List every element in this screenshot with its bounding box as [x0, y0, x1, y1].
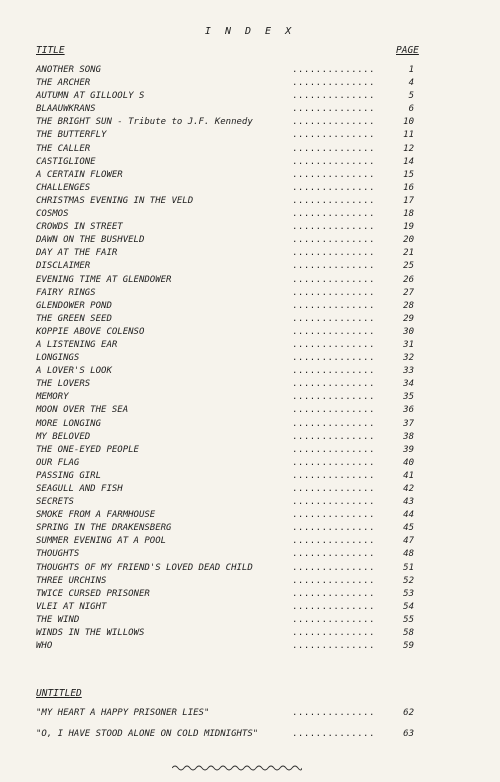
index-entry	[0, 444, 500, 457]
index-entry	[0, 601, 500, 614]
entry-page-number: 12	[403, 143, 414, 154]
entry-page-number: 11	[403, 130, 414, 141]
entry-page-number: 15	[403, 169, 414, 180]
dot-leader: ..............	[292, 78, 375, 89]
index-entry	[0, 391, 500, 404]
entry-page-number: 5	[408, 91, 414, 102]
entry-title: WINDS IN THE WILLOWS	[36, 628, 145, 639]
index-entry	[0, 287, 500, 300]
dot-leader: ..............	[292, 209, 375, 220]
entry-title: CROWDS IN STREET	[36, 222, 123, 233]
index-entry	[0, 703, 500, 724]
entry-page-number: 35	[403, 392, 414, 403]
dot-leader: ..............	[292, 729, 375, 739]
index-entry	[0, 116, 500, 129]
entry-title: THE WIND	[36, 614, 80, 625]
index-entry	[0, 143, 500, 156]
index-entry	[0, 640, 500, 653]
index-entry	[0, 378, 500, 391]
entry-title: SEAGULL AND FISH	[36, 484, 123, 494]
index-entry	[0, 627, 500, 640]
entry-title: THE ARCHER	[36, 78, 91, 89]
dot-leader: ..............	[292, 588, 375, 599]
entry-page-number: 19	[403, 222, 414, 233]
dot-leader: ..............	[292, 182, 375, 193]
entry-page-number: 30	[403, 326, 414, 337]
entry-page-number: 59	[403, 641, 414, 652]
index-entry	[0, 300, 500, 313]
title-column-header: TITLE	[36, 45, 65, 56]
dot-leader: ..............	[292, 274, 375, 285]
entry-page-number: 44	[403, 510, 414, 521]
dot-leader: ..............	[292, 261, 375, 272]
dot-leader: ..............	[292, 156, 375, 167]
dot-leader: ..............	[292, 65, 375, 75]
entry-title: THOUGHTS	[36, 549, 80, 560]
entry-title: PASSING GIRL	[36, 470, 102, 481]
entry-page-number: 55	[403, 614, 414, 625]
entry-title: KOPPIE ABOVE COLENSO	[36, 326, 145, 337]
dot-leader: ..............	[292, 169, 375, 180]
dot-leader: ..............	[292, 497, 375, 508]
dot-leader: ..............	[292, 418, 375, 429]
dot-leader: ..............	[292, 708, 375, 718]
entry-page-number: 42	[403, 484, 414, 494]
index-entry	[0, 588, 500, 601]
index-entry	[0, 404, 500, 417]
entry-title: VLEI AT NIGHT	[36, 601, 107, 612]
index-entry	[0, 483, 500, 496]
index-entry	[0, 169, 500, 182]
index-entry	[0, 470, 500, 483]
entry-page-number: 27	[403, 287, 414, 298]
entry-title: LONGINGS	[36, 353, 80, 364]
entry-page-number: 6	[408, 104, 414, 115]
entry-page-number: 58	[403, 628, 414, 639]
entry-title: A LOVER'S LOOK	[36, 366, 112, 377]
entry-title: THE ONE-EYED PEOPLE	[36, 444, 139, 455]
index-entry	[0, 509, 500, 522]
entry-title: MY BELOVED	[36, 431, 91, 442]
entry-title: THOUGHTS OF MY FRIEND'S LOVED DEAD CHILD	[36, 562, 253, 573]
page-title: I N D E X	[204, 26, 296, 37]
entry-title: SPRING IN THE DRAKENSBERG	[36, 523, 172, 534]
entry-page-number: 32	[403, 353, 414, 364]
entry-page-number: 47	[403, 536, 414, 547]
entry-title: MEMORY	[36, 392, 69, 403]
entry-title: CHRISTMAS EVENING IN THE VELD	[36, 195, 194, 206]
index-entry	[0, 522, 500, 535]
entry-page-number: 53	[403, 588, 414, 599]
entry-title: CHALLENGES	[36, 182, 91, 193]
dot-leader: ..............	[292, 379, 375, 390]
entry-page-number: 29	[403, 313, 414, 324]
dot-leader: ..............	[292, 130, 375, 141]
dot-leader: ..............	[292, 562, 375, 573]
dot-leader: ..............	[292, 614, 375, 625]
entry-page-number: 25	[403, 261, 414, 272]
index-entry	[0, 274, 500, 287]
dot-leader: ..............	[292, 392, 375, 403]
entry-title: THE LOVERS	[36, 379, 91, 390]
entry-title: "MY HEART A HAPPY PRISONER LIES"	[36, 708, 210, 718]
index-entry	[0, 535, 500, 548]
dot-leader: ..............	[292, 641, 375, 652]
index-entry	[0, 339, 500, 352]
entry-page-number: 20	[403, 235, 414, 246]
entry-title: DAY AT THE FAIR	[36, 248, 118, 259]
index-entry	[0, 365, 500, 378]
entry-page-number: 1	[408, 65, 414, 75]
entry-title: MORE LONGING	[36, 418, 102, 429]
entry-page-number: 63	[403, 729, 414, 739]
dot-leader: ..............	[292, 405, 375, 416]
page-column-header: PAGE	[396, 45, 419, 56]
entry-title: THREE URCHINS	[36, 575, 107, 586]
index-entry	[0, 247, 500, 260]
index-entry	[0, 129, 500, 142]
index-entry	[0, 724, 500, 745]
dot-leader: ..............	[292, 143, 375, 154]
entry-page-number: 43	[403, 497, 414, 508]
dot-leader: ..............	[292, 510, 375, 521]
dot-leader: ..............	[292, 195, 375, 206]
entry-page-number: 37	[403, 418, 414, 429]
entry-title: THE BUTTERFLY	[36, 130, 107, 141]
entry-page-number: 51	[403, 562, 414, 573]
entry-page-number: 36	[403, 405, 414, 416]
entry-page-number: 41	[403, 470, 414, 481]
index-entry	[0, 431, 500, 444]
entry-title: FAIRY RINGS	[36, 287, 96, 298]
entry-title: THE GREEN SEED	[36, 313, 112, 324]
dot-leader: ..............	[292, 287, 375, 298]
entry-title: DISCLAIMER	[36, 261, 91, 272]
entry-page-number: 38	[403, 431, 414, 442]
entry-page-number: 40	[403, 457, 414, 468]
dot-leader: ..............	[292, 431, 375, 442]
entry-page-number: 45	[403, 523, 414, 534]
entry-page-number: 28	[403, 300, 414, 311]
index-entry	[0, 548, 500, 561]
dot-leader: ..............	[292, 326, 375, 337]
dot-leader: ..............	[292, 457, 375, 468]
index-entry	[0, 234, 500, 247]
index-entry	[0, 64, 500, 77]
entry-page-number: 34	[403, 379, 414, 390]
entry-page-number: 48	[403, 549, 414, 560]
index-entry	[0, 195, 500, 208]
entry-title: SECRETS	[36, 497, 74, 508]
entry-page-number: 39	[403, 444, 414, 455]
dot-leader: ..............	[292, 601, 375, 612]
index-entry	[0, 260, 500, 273]
entry-title: ANOTHER SONG	[36, 65, 102, 75]
index-entry	[0, 208, 500, 221]
entry-page-number: 14	[403, 156, 414, 167]
entry-page-number: 33	[403, 366, 414, 377]
index-entry	[0, 496, 500, 509]
index-entry	[0, 575, 500, 588]
entry-title: THE BRIGHT SUN - Tribute to J.F. Kennedy	[36, 117, 253, 128]
dot-leader: ..............	[292, 117, 375, 128]
index-entry	[0, 103, 500, 116]
index-entry	[0, 156, 500, 169]
dot-leader: ..............	[292, 444, 375, 455]
index-entry	[0, 352, 500, 365]
entry-page-number: 52	[403, 575, 414, 586]
entry-title: "O, I HAVE STOOD ALONE ON COLD MIDNIGHTS"	[36, 729, 259, 739]
entry-title: TWICE CURSED PRISONER	[36, 588, 150, 599]
entry-page-number: 4	[408, 78, 414, 89]
dot-leader: ..............	[292, 628, 375, 639]
dot-leader: ..............	[292, 300, 375, 311]
entry-title: WHO	[36, 641, 53, 652]
dot-leader: ..............	[292, 549, 375, 560]
entry-title: SUMMER EVENING AT A POOL	[36, 536, 167, 547]
decorative-flourish-icon	[172, 764, 302, 772]
index-entry	[0, 77, 500, 90]
entry-page-number: 21	[403, 248, 414, 259]
entry-page-number: 62	[403, 708, 414, 718]
entry-title: CASTIGLIONE	[36, 156, 96, 167]
dot-leader: ..............	[292, 366, 375, 377]
entry-title: THE CALLER	[36, 143, 91, 154]
entry-title: A LISTENING EAR	[36, 339, 118, 350]
dot-leader: ..............	[292, 523, 375, 534]
dot-leader: ..............	[292, 339, 375, 350]
index-entry	[0, 313, 500, 326]
entry-title: OUR FLAG	[36, 457, 80, 468]
untitled-section-header: UNTITLED	[36, 688, 82, 699]
dot-leader: ..............	[292, 470, 375, 481]
index-entry	[0, 614, 500, 627]
entry-title: A CERTAIN FLOWER	[36, 169, 123, 180]
dot-leader: ..............	[292, 248, 375, 259]
index-entry	[0, 221, 500, 234]
entry-page-number: 10	[403, 117, 414, 128]
entry-title: MOON OVER THE SEA	[36, 405, 129, 416]
entry-page-number: 16	[403, 182, 414, 193]
entry-title: SMOKE FROM A FARMHOUSE	[36, 510, 156, 521]
entry-page-number: 26	[403, 274, 414, 285]
entry-title: DAWN ON THE BUSHVELD	[36, 235, 145, 246]
dot-leader: ..............	[292, 222, 375, 233]
entry-title: BLAAUWKRANS	[36, 104, 96, 115]
entry-title: COSMOS	[36, 209, 69, 220]
index-entry	[0, 90, 500, 103]
dot-leader: ..............	[292, 536, 375, 547]
index-entry	[0, 418, 500, 431]
dot-leader: ..............	[292, 235, 375, 246]
entry-page-number: 18	[403, 209, 414, 220]
entry-title: EVENING TIME AT GLENDOWER	[36, 274, 172, 285]
entry-page-number: 54	[403, 601, 414, 612]
index-entries	[0, 64, 500, 653]
dot-leader: ..............	[292, 313, 375, 324]
entry-title: GLENDOWER POND	[36, 300, 112, 311]
entry-page-number: 17	[403, 195, 414, 206]
index-entry	[0, 326, 500, 339]
untitled-entries	[0, 703, 500, 745]
dot-leader: ..............	[292, 575, 375, 586]
index-entry	[0, 457, 500, 470]
index-entry	[0, 182, 500, 195]
dot-leader: ..............	[292, 484, 375, 494]
dot-leader: ..............	[292, 91, 375, 102]
dot-leader: ..............	[292, 353, 375, 364]
dot-leader: ..............	[292, 104, 375, 115]
entry-title: AUTUMN AT GILLOOLY S	[36, 91, 145, 102]
index-entry	[0, 562, 500, 575]
entry-page-number: 31	[403, 339, 414, 350]
